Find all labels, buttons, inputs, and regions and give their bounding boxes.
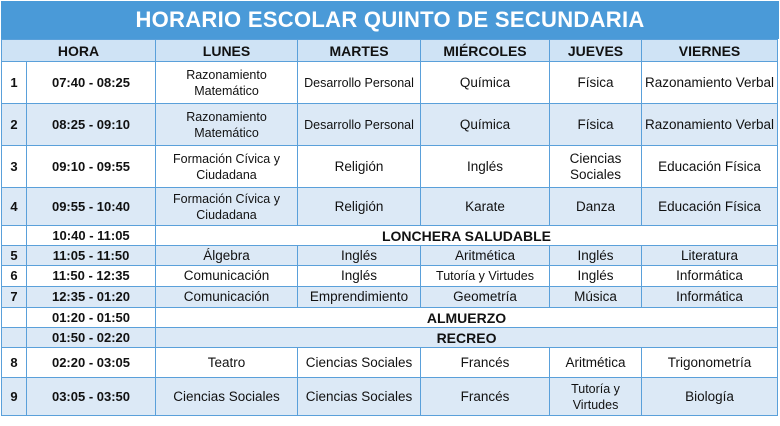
time-cell: 10:40 - 11:05 — [27, 226, 156, 246]
period-number: 1 — [2, 62, 27, 104]
table-row — [2, 246, 778, 266]
class-cell-lunes: Álgebra — [156, 246, 298, 266]
class-cell-miercoles: Química — [421, 62, 550, 104]
period-number: 8 — [2, 348, 27, 378]
class-cell-lunes: Formación Cívica y Ciudadana — [156, 188, 298, 226]
table-row — [2, 62, 778, 104]
class-cell-miercoles: Aritmética — [421, 246, 550, 266]
header-viernes: VIERNES — [642, 40, 778, 62]
class-cell-viernes: Educación Física — [642, 188, 778, 226]
header-hora: HORA — [2, 40, 156, 62]
time-cell: 11:05 - 11:50 — [27, 246, 156, 266]
class-cell-lunes: Comunicación — [156, 287, 298, 308]
time-cell: 09:10 - 09:55 — [27, 146, 156, 188]
class-cell-martes: Inglés — [298, 266, 421, 287]
break-label: RECREO — [156, 328, 778, 348]
time-cell: 01:50 - 02:20 — [27, 328, 156, 348]
period-number — [2, 226, 27, 246]
break-label: LONCHERA SALUDABLE — [156, 226, 778, 246]
class-cell-lunes: Razonamiento Matemático — [156, 62, 298, 104]
schedule-document — [1, 1, 779, 423]
class-cell-miercoles: Química — [421, 104, 550, 146]
class-cell-martes: Desarrollo Personal — [298, 104, 421, 146]
period-number: 9 — [2, 378, 27, 416]
time-cell: 11:50 - 12:35 — [27, 266, 156, 287]
break-row — [2, 328, 778, 348]
class-cell-viernes: Informática — [642, 266, 778, 287]
class-cell-viernes: Razonamiento Verbal — [642, 62, 778, 104]
class-cell-viernes: Razonamiento Verbal — [642, 104, 778, 146]
class-cell-jueves: Tutoría y Virtudes — [550, 378, 642, 416]
header-miercoles: MIÉRCOLES — [421, 40, 550, 62]
class-cell-martes: Ciencias Sociales — [298, 378, 421, 416]
class-cell-miercoles: Tutoría y Virtudes — [421, 266, 550, 287]
table-row — [2, 378, 778, 416]
period-number: 4 — [2, 188, 27, 226]
period-number: 5 — [2, 246, 27, 266]
break-row — [2, 226, 778, 246]
period-number: 3 — [2, 146, 27, 188]
class-cell-jueves: Danza — [550, 188, 642, 226]
class-cell-viernes: Trigonometría — [642, 348, 778, 378]
class-cell-lunes: Teatro — [156, 348, 298, 378]
period-number: 7 — [2, 287, 27, 308]
break-row — [2, 308, 778, 328]
class-cell-jueves: Ciencias Sociales — [550, 146, 642, 188]
class-cell-viernes: Literatura — [642, 246, 778, 266]
time-cell: 01:20 - 01:50 — [27, 308, 156, 328]
period-number: 6 — [2, 266, 27, 287]
header-jueves: JUEVES — [550, 40, 642, 62]
class-cell-lunes: Razonamiento Matemático — [156, 104, 298, 146]
class-cell-miercoles: Francés — [421, 348, 550, 378]
time-cell: 09:55 - 10:40 — [27, 188, 156, 226]
time-cell: 08:25 - 09:10 — [27, 104, 156, 146]
class-cell-viernes: Biología — [642, 378, 778, 416]
period-number — [2, 308, 27, 328]
table-row — [2, 146, 778, 188]
time-cell: 07:40 - 08:25 — [27, 62, 156, 104]
class-cell-viernes: Educación Física — [642, 146, 778, 188]
class-cell-jueves: Inglés — [550, 266, 642, 287]
class-cell-miercoles: Geometría — [421, 287, 550, 308]
class-cell-lunes: Comunicación — [156, 266, 298, 287]
period-number — [2, 328, 27, 348]
class-cell-lunes: Formación Cívica y Ciudadana — [156, 146, 298, 188]
time-cell: 02:20 - 03:05 — [27, 348, 156, 378]
class-cell-miercoles: Inglés — [421, 146, 550, 188]
class-cell-jueves: Aritmética — [550, 348, 642, 378]
table-row — [2, 266, 778, 287]
table-row — [2, 287, 778, 308]
period-number: 2 — [2, 104, 27, 146]
table-row — [2, 104, 778, 146]
table-row — [2, 348, 778, 378]
break-label: ALMUERZO — [156, 308, 778, 328]
class-cell-jueves: Física — [550, 104, 642, 146]
class-cell-miercoles: Francés — [421, 378, 550, 416]
class-cell-martes: Inglés — [298, 246, 421, 266]
table-row — [2, 188, 778, 226]
time-cell: 12:35 - 01:20 — [27, 287, 156, 308]
schedule-title: HORARIO ESCOLAR QUINTO DE SECUNDARIA — [1, 1, 779, 39]
header-lunes: LUNES — [156, 40, 298, 62]
header-row — [2, 40, 778, 62]
header-martes: MARTES — [298, 40, 421, 62]
class-cell-viernes: Informática — [642, 287, 778, 308]
class-cell-martes: Ciencias Sociales — [298, 348, 421, 378]
class-cell-jueves: Música — [550, 287, 642, 308]
class-cell-jueves: Física — [550, 62, 642, 104]
class-cell-martes: Religión — [298, 146, 421, 188]
class-cell-lunes: Ciencias Sociales — [156, 378, 298, 416]
class-cell-martes: Desarrollo Personal — [298, 62, 421, 104]
time-cell: 03:05 - 03:50 — [27, 378, 156, 416]
class-cell-jueves: Inglés — [550, 246, 642, 266]
class-cell-martes: Emprendimiento — [298, 287, 421, 308]
class-cell-martes: Religión — [298, 188, 421, 226]
class-cell-miercoles: Karate — [421, 188, 550, 226]
schedule-table — [1, 39, 778, 416]
